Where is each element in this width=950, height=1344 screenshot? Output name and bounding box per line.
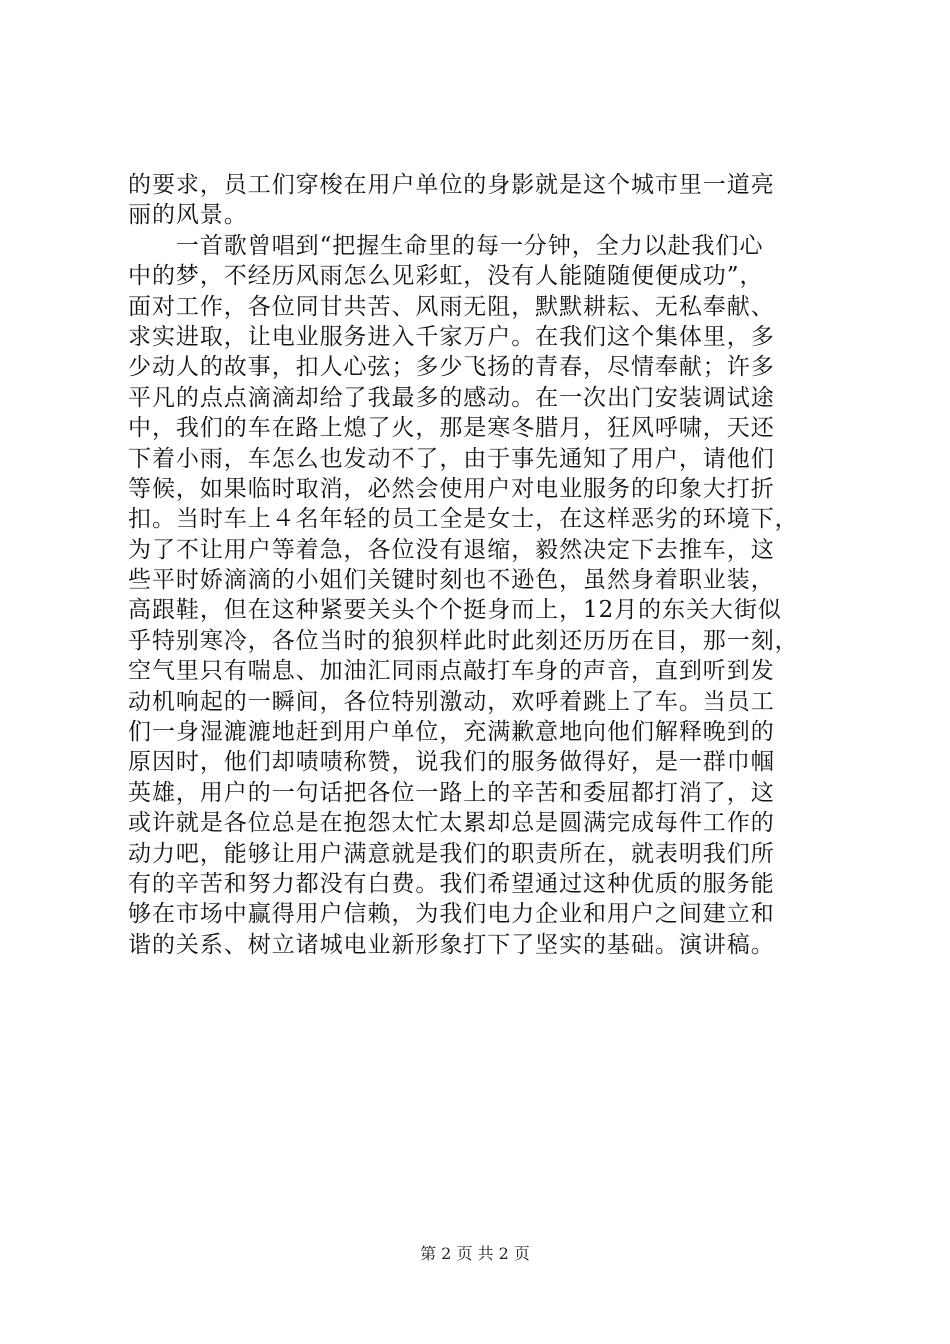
text-line: 等候，如果临时取消，必然会使用户对电业服务的印象大打折 xyxy=(128,475,775,502)
text-line: 高跟鞋，但在这种紧要关头个个挺身而上，12月的东关大街似 xyxy=(128,597,782,624)
text-line: 少动人的故事，扣人心弦；多少飞扬的青春，尽情奉献；许多 xyxy=(128,354,775,381)
text-line: 英雄，用户的一句话把各位一路上的辛苦和委屈都打消了，这 xyxy=(128,779,775,806)
text-line: 有的辛苦和努力都没有白费。我们希望通过这种优质的服务能 xyxy=(128,870,775,897)
text-line: 些平时娇滴滴的小姐们关键时刻也不逊色，虽然身着职业装， xyxy=(128,567,775,594)
text-line: 求实进取，让电业服务进入千家万户。在我们这个集体里，多 xyxy=(128,323,775,350)
text-line: 平凡的点点滴滴却给了我最多的感动。在一次出门安装调试途 xyxy=(128,384,775,411)
text-line: 够在市场中赢得用户信赖，为我们电力企业和用户之间建立和 xyxy=(128,901,775,928)
text-line: 动力吧，能够让用户满意就是我们的职责所在，就表明我们所 xyxy=(128,840,775,867)
text-line: 面对工作，各位同甘共苦、风雨无阻，默默耕耘、无私奉献、 xyxy=(128,293,775,320)
text-line: 动机响起的一瞬间，各位特别激动，欢呼着跳上了车。当员工 xyxy=(128,688,775,715)
text-line: 中，我们的车在路上熄了火，那是寒冬腊月，狂风呼啸，天还 xyxy=(128,415,775,442)
text-line: 乎特别寒冷，各位当时的狼狈样此时此刻还历历在目，那一刻， xyxy=(128,627,799,654)
text-line: 下着小雨，车怎么也发动不了，由于事先通知了用户，请他们 xyxy=(128,445,775,472)
text-line: 谐的关系、树立诸城电业新形象打下了坚实的基础。演讲稿。 xyxy=(128,931,775,958)
text-line: 或许就是各位总是在抱怨太忙太累却总是圆满完成每件工作的 xyxy=(128,810,775,837)
text-line: 原因时，他们却啧啧称赞，说我们的服务做得好，是一群巾帼 xyxy=(128,749,775,776)
text-line: 的要求，员工们穿梭在用户单位的身影就是这个城市里一道亮 xyxy=(128,172,775,198)
text-line: 空气里只有喘息、加油汇同雨点敲打车身的声音，直到听到发 xyxy=(128,658,775,685)
text-line: 为了不让用户等着急，各位没有退缩，毅然决定下去推车，这 xyxy=(128,536,775,563)
text-line: 一首歌曾唱到“把握生命里的每一分钟，全力以赴我们心 xyxy=(128,232,764,259)
text-line: 扣。当时车上４名年轻的员工全是女士，在这样恶劣的环境下， xyxy=(128,506,799,533)
text-line: 中的梦，不经历风雨怎么见彩虹，没有人能随随便便成功”， xyxy=(128,263,764,290)
text-line: 丽的风景。 xyxy=(128,202,248,229)
text-line: 们一身湿漉漉地赶到用户单位，充满歉意地向他们解释晚到的 xyxy=(128,719,775,746)
page-footer: 第 2 页 共 2 页 xyxy=(420,1244,530,1263)
body-text xyxy=(128,170,840,960)
